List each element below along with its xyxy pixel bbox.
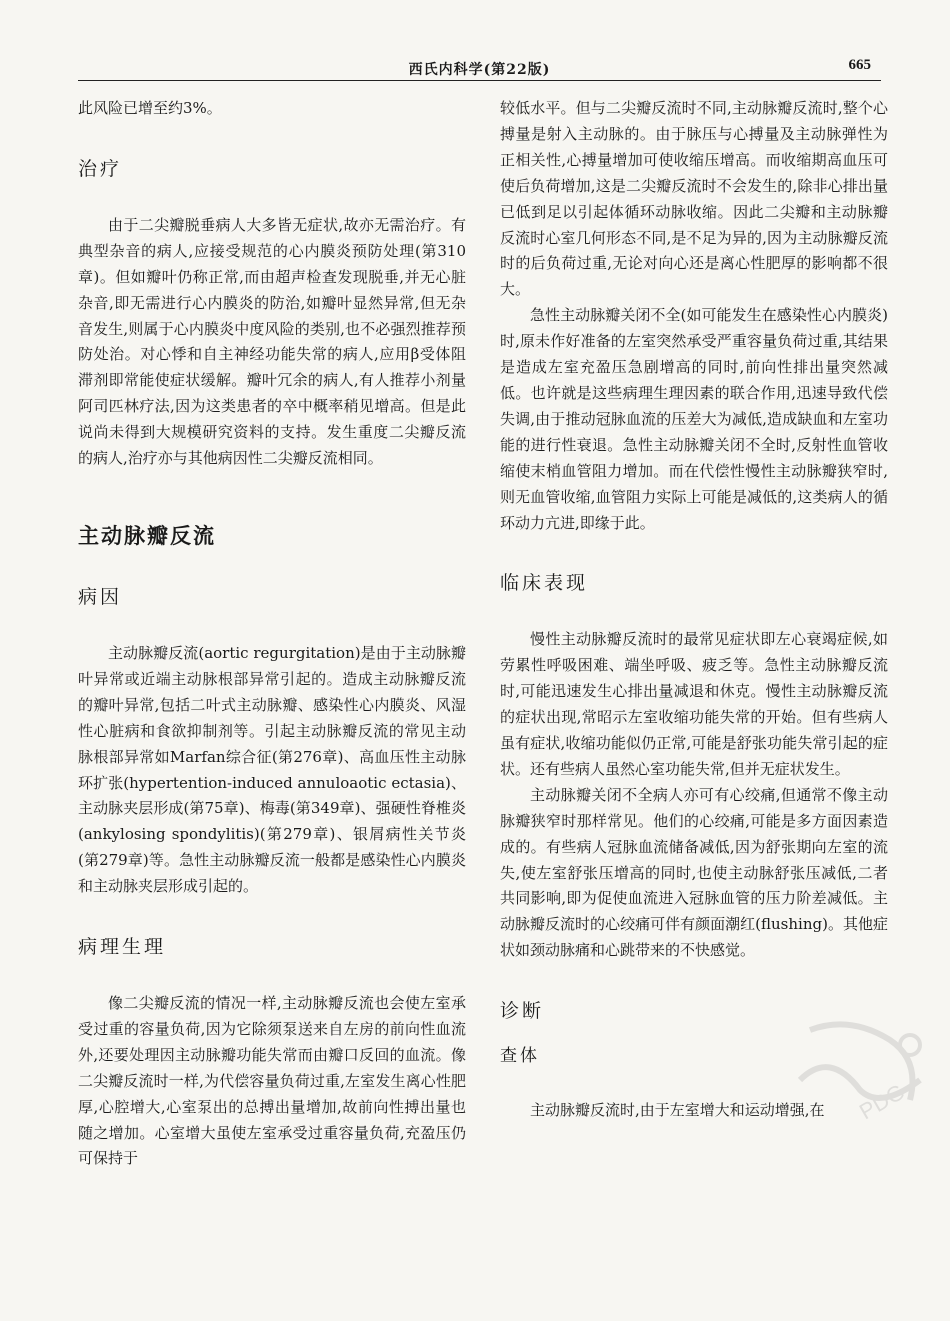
etiology-heading: 病因 xyxy=(78,585,123,608)
clinical-paragraph-1: 慢性主动脉瓣反流时的最常见症状即左心衰竭症候,如劳累性呼吸困难、端坐呼吸、疲乏等。急性主动脉瓣反流时,可能迅速发生心排出量减退和休克。慢性主动脉瓣反流的症状出现,常昭示左室收缩功能失常的开始。但有些病人虽有症状,收缩功能似仍正常,可能是舒张功能失常引起的症状。还有些病人虽然心室功能失常,但并无症状发生。 xyxy=(500,630,888,778)
clinical-paragraph-2: 主动脉瓣关闭不全病人亦可有心绞痛,但通常不像主动脉瓣狭窄时那样常见。他们的心绞痛,可能是多方面因素造成的。有些病人冠脉血流储备减低,因为舒张期向左室的流失,使左室舒张压增高的同时,也使主动脉舒张压减低,二者共同影响,即为促使血流进入冠脉血管的压力阶差减低。主动脉瓣反流时的心绞痛可伴有颜面潮红(flushing)。其他症状如颈动脉痛和心跳带来的不快感觉。 xyxy=(500,785,888,960)
acute-ar-paragraph: 急性主动脉瓣关闭不全(如可能发生在感染性心内膜炎)时,原未作好准备的左室突然承受严重容量负荷过重,其结果是造成左室充盈压急剧增高的同时,前向性排出量突然减低。也许就是这些病理生理因素的联合作用,迅速导致代偿失调,由于推动冠脉血流的压差大为减低,造成缺血和左室功能的进行性衰退。急性主动脉瓣关闭不全时,反射性血管收缩使末梢血管阻力增加。而在代偿性慢性主动脉瓣狭窄时,则无血管收缩,血管阻力实际上可能是减低的,这类病人的循环动力亢进,即缘于此。 xyxy=(500,306,888,532)
aortic-regurgitation-heading: 主动脉瓣反流 xyxy=(78,523,216,548)
right-column xyxy=(500,96,888,1124)
page-header xyxy=(78,55,881,81)
physical-exam-paragraph: 主动脉瓣反流时,由于左室增大和运动增强,在 xyxy=(530,1101,825,1120)
watermark-text: PDG xyxy=(855,1078,909,1125)
physical-exam-heading: 查体 xyxy=(500,1046,540,1067)
header-rule xyxy=(78,80,881,81)
left-column xyxy=(78,96,466,1172)
running-title: 西氏内科学(第22版) xyxy=(408,62,551,78)
etiology-paragraph: 主动脉瓣反流(aortic regurgitation)是由于主动脉瓣叶异常或近端主动脉根部异常引起的。造成主动脉瓣反流的瓣叶异常,包括二叶式主动脉瓣、感染性心内膜炎、风湿性心脏病和食欲抑制剂等。引起主动脉瓣反流的常见主动脉根部异常如Marfan综合征(第276章)、高血压性主动脉环扩张(hypertention-induced annuloaotic ectasia)、主动脉夹层形成(第75章)、梅毒(第349章)、强硬性脊椎炎(ankylosing spondylitis)(第279章)、银屑病性关节炎(第279章)等。急性主动脉瓣反流一般都是感染性心内膜炎和主动脉夹层形成引起的。 xyxy=(78,643,466,896)
treatment-heading: 治疗 xyxy=(78,157,123,180)
page-number: 665 xyxy=(848,57,871,73)
diagnosis-heading: 诊断 xyxy=(500,1000,545,1023)
continuation-paragraph-right: 较低水平。但与二尖瓣反流时不同,主动脉瓣反流时,整个心搏量是射入主动脉的。由于脉压与心搏量及主动脉弹性为正相关性,心搏量增加可使收缩压增高。而收缩期高血压可使后负荷增加,这是二尖瓣反流时不会发生的,除非心排出量已低到足以引起体循环动脉收缩。因此二尖瓣和主动脉瓣反流时心室几何形态不同,是不足为异的,因为主动脉瓣反流时的后负荷过重,无论对向心还是离心性肥厚的影响都不很大。 xyxy=(500,99,888,299)
clinical-heading: 临床表现 xyxy=(500,572,589,595)
pathophysiology-heading: 病理生理 xyxy=(78,936,167,959)
treatment-paragraph: 由于二尖瓣脱垂病人大多皆无症状,故亦无需治疗。有典型杂音的病人,应接受规范的心内膜炎预防处理(第310章)。但如瓣叶仍称正常,而由超声检查发现脱垂,并无心脏杂音,即无需进行心内膜炎的防治,如瓣叶显然异常,但无杂音发生,则属于心内膜炎中度风险的类别,也不必强烈推荐预防处治。对心悸和自主神经功能失常的病人,应用β受体阻滞剂即常能使症状缓解。瓣叶冗余的病人,有人推荐小剂量阿司匹林疗法,因为这类患者的卒中概率稍见增高。但是此说尚未得到大规模研究资料的支持。发生重度二尖瓣反流的病人,治疗亦与其他病因性二尖瓣反流相同。 xyxy=(78,215,466,468)
pathophysiology-paragraph: 像二尖瓣反流的情况一样,主动脉瓣反流也会使左室承受过重的容量负荷,因为它除须泵送来自左房的前向性血流外,还要处理因主动脉瓣功能失常而由瓣口反回的血流。像二尖瓣反流时一样,为代偿容量负荷过重,左室发生离心性肥厚,心腔增大,心室泵出的总搏出量增加,故前向性搏出量也随之增加。心室增大虽使左室承受过重容量负荷,充盈压仍可保持于 xyxy=(78,994,466,1168)
watermark-stamp xyxy=(790,1010,940,1130)
continuation-paragraph: 此风险已增至约3%。 xyxy=(78,99,222,117)
